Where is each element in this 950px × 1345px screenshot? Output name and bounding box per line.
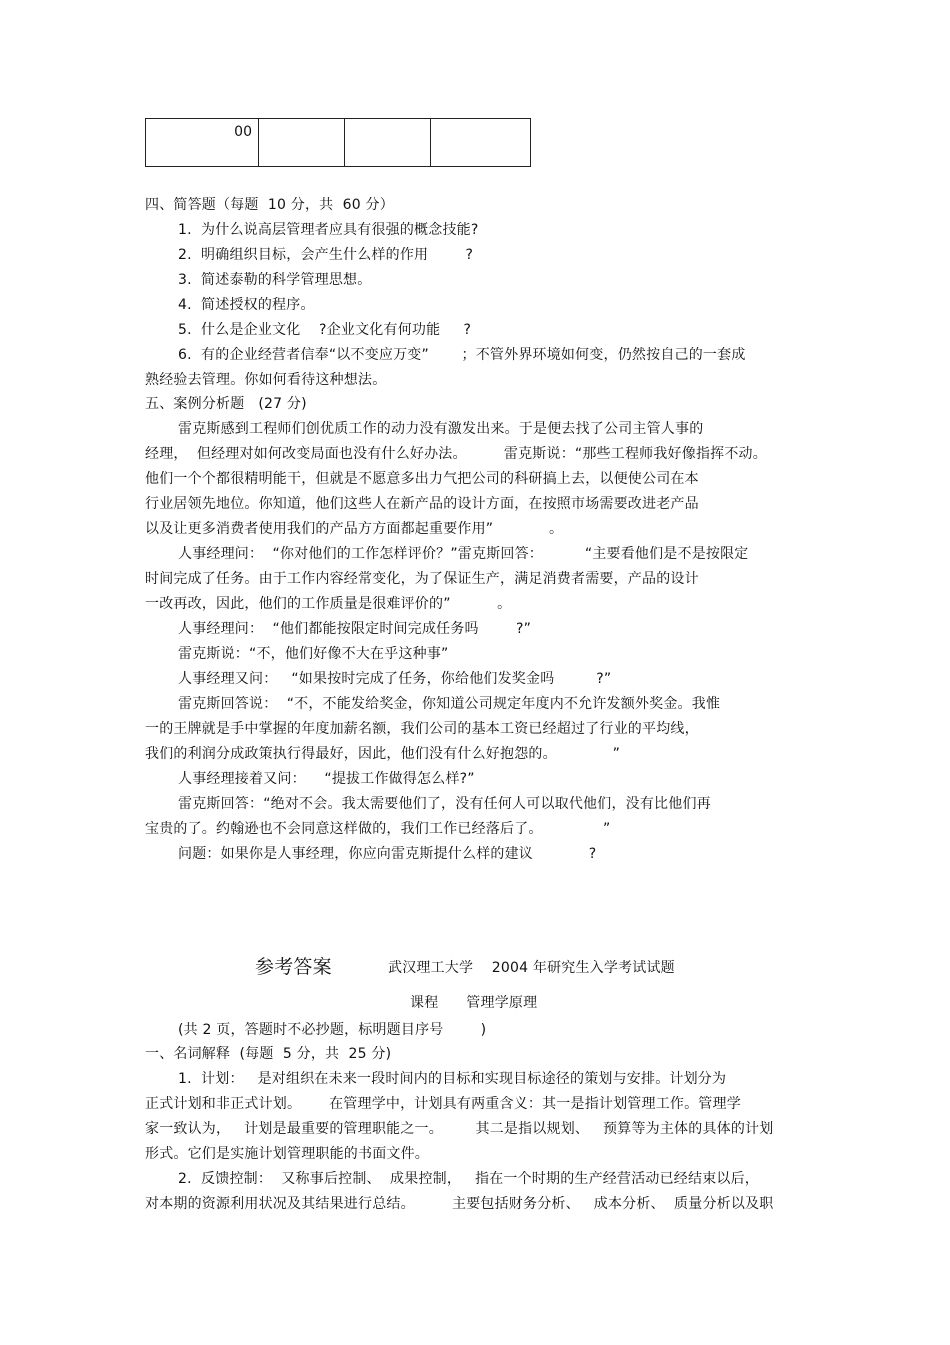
section5-heading: 五、案例分析题 (27 分) <box>145 396 307 412</box>
answer-section1-heading: 一、名词解释 (每题 5 分，共 25 分) <box>145 1046 392 1062</box>
answer-line: 1. 计划： 是对组织在未来一段时间内的目标和实现目标途径的策划与安排。计划分为 <box>178 1071 727 1087</box>
case-paragraph-line: 经理， 但经理对如何改变局面也没有什么好办法。 雷克斯说：“那些工程师我好像指挥不动。 <box>145 446 767 462</box>
case-paragraph-line: 时间完成了任务。由于工作内容经常变化，为了保证生产，满足消费者需要，产品的设计 <box>145 571 699 587</box>
case-paragraph-line: 宝贵的了。约翰逊也不会同意这样做的，我们工作已经落后了。 ” <box>145 821 611 837</box>
case-question: 问题：如果你是人事经理，你应向雷克斯提什么样的建议 ? <box>178 846 597 862</box>
answer-title: 参考答案 <box>255 956 332 978</box>
case-paragraph-line: 人事经理接着又问： “提拔工作做得怎么样?” <box>178 771 475 787</box>
answer-line: 正式计划和非正式计划。 在管理学中，计划具有两重含义：其一是指计划管理工作。管理学 <box>145 1096 741 1112</box>
table-cell <box>431 119 531 167</box>
case-paragraph-line: 雷克斯回答说： “不，不能发给奖金，你知道公司规定年度内不允许发额外奖金。我惟 <box>178 696 721 712</box>
section4-item-6: 6. 有的企业经营者信奉“以不变应万变” ；不管外界环境如何变，仍然按自己的一套成 <box>178 347 746 363</box>
table-cell <box>345 119 431 167</box>
case-paragraph-line: 他们一个个都很精明能干，但就是不愿意多出力气把公司的科研搞上去，以便使公司在本 <box>145 471 699 487</box>
score-table <box>145 118 531 167</box>
section4-heading: 四、简答题（每题 10 分，共 60 分） <box>145 197 394 213</box>
case-paragraph-line: 雷克斯回答：“绝对不会。我太需要他们了，没有任何人可以取代他们，没有比他们再 <box>178 796 711 812</box>
section4-item-6-cont: 熟经验去管理。你如何看待这种想法。 <box>145 372 387 388</box>
section4-item-3: 3. 简述泰勒的科学管理思想。 <box>178 272 372 288</box>
case-paragraph-line: 行业居领先地位。你知道，他们这些人在新产品的设计方面，在按照市场需要改进老产品 <box>145 496 699 512</box>
section4-item-5: 5. 什么是企业文化 ?企业文化有何功能 ? <box>178 322 472 338</box>
answer-line: 家一致认为， 计划是最重要的管理职能之一。 其二是指以规划、 预算等为主体的具体的计划 <box>145 1121 774 1137</box>
section4-item-4: 4. 简述授权的程序。 <box>178 297 315 313</box>
case-paragraph-line: 以及让更多消费者使用我们的产品方方面都起重要作用” 。 <box>145 521 564 537</box>
case-paragraph-line: 一的王牌就是手中掌握的年度加薪名额，我们公司的基本工资已经超过了行业的平均线， <box>145 721 699 737</box>
table-cell <box>259 119 345 167</box>
case-paragraph-line: 人事经理问： “他们都能按限定时间完成任务吗 ?” <box>178 621 532 637</box>
course-name: 课程 管理学原理 <box>410 995 538 1011</box>
case-paragraph-line: 人事经理问： “你对他们的工作怎样评价？”雷克斯回答： “主要看他们是不是按限定 <box>178 546 749 562</box>
case-paragraph-line: 雷克斯感到工程师们创优质工作的动力没有激发出来。于是便去找了公司主管人事的 <box>178 421 704 437</box>
case-paragraph-line: 人事经理又问： “如果按时完成了任务，你给他们发奖金吗 ?” <box>178 671 612 687</box>
section4-item-2: 2. 明确组织目标，会产生什么样的作用 ? <box>178 247 474 263</box>
case-paragraph-line: 我们的利润分成政策执行得最好，因此，他们没有什么好抱怨的。 ” <box>145 746 621 762</box>
case-paragraph-line: 雷克斯说：“不，他们好像不大在乎这种事” <box>178 646 449 662</box>
table-cell: 00 <box>146 119 259 167</box>
section4-item-1: 1. 为什么说高层管理者应具有很强的概念技能? <box>178 222 479 238</box>
table-row <box>146 119 531 167</box>
answer-line: 对本期的资源利用状况及其结果进行总结。 主要包括财务分析、 成本分析、 质量分析以及职 <box>145 1196 774 1212</box>
answer-line: 形式。它们是实施计划管理职能的书面文件。 <box>145 1146 429 1162</box>
answer-line: 2. 反馈控制： 又称事后控制、 成果控制， 指在一个时期的生产经营活动已经结束以后， <box>178 1171 760 1187</box>
exam-title: 武汉理工大学 2004 年研究生入学考试试题 <box>388 960 675 976</box>
answer-note: (共 2 页，答题时不必抄题，标明题目序号 ) <box>178 1022 487 1038</box>
case-paragraph-line: 一改再改，因此，他们的工作质量是很难评价的” 。 <box>145 596 512 612</box>
